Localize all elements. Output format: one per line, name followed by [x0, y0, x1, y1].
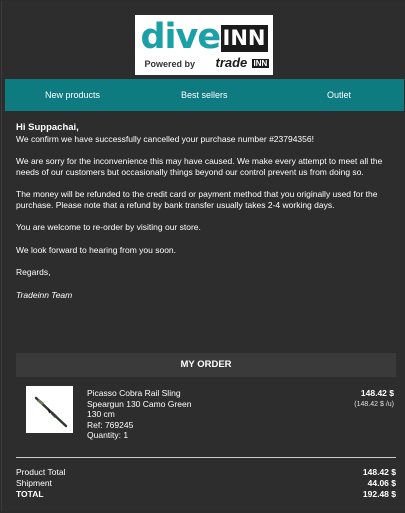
message-body — [16, 122, 394, 312]
product-name-line2[interactable]: Speargun 130 Camo Green — [87, 398, 192, 409]
shipment-value: 44.06 $ — [367, 478, 396, 488]
logo-trade-inn: INN — [253, 59, 268, 68]
cancel-confirmation: We confirm we have successfully cancelled your purchase number #23794356! — [16, 133, 314, 144]
nav-best-sellers[interactable]: Best sellers — [181, 90, 228, 100]
closing-paragraph: We look forward to hearing from you soon. — [16, 244, 177, 255]
signature: Tradeinn Team — [16, 289, 73, 300]
shipment-label: Shipment — [16, 478, 52, 488]
nav-bar — [5, 79, 404, 111]
grand-total-value: 192.48 $ — [362, 489, 396, 499]
email-frame — [1, 1, 405, 511]
grand-total-row — [16, 489, 396, 500]
logo-dive-text: dive — [140, 17, 221, 57]
greeting: Hi Suppachai, — [16, 122, 79, 133]
logo-trade-text: trade — [215, 55, 248, 70]
reorder-paragraph: You are welcome to re-order by visiting our store. — [16, 222, 201, 232]
product-image[interactable] — [26, 386, 73, 433]
speargun-icon — [26, 386, 73, 433]
logo-inn-text: INN — [221, 25, 268, 52]
product-total-row — [16, 467, 396, 478]
totals-divider — [16, 457, 396, 458]
diveinn-logo[interactable] — [135, 15, 273, 75]
grand-total-label: TOTAL — [16, 489, 44, 499]
product-price: 148.42 $ — [360, 388, 394, 398]
product-ref: Ref: 769245 — [87, 419, 134, 430]
refund-paragraph: The money will be refunded to the credit card or payment method that you originally used for the purchase. Please note that a refund by bank transfer usually takes 2-4 working days. — [16, 189, 378, 210]
product-unit-price: (148.42 $ /u) — [354, 400, 394, 408]
apology-paragraph: We are sorry for the inconvenience this may have caused. We make every attempt to meet all the needs of our customers but occasionally things beyond our control prevent us from doing so. — [16, 156, 383, 177]
product-name-line1[interactable]: Picasso Cobra Rail Sling — [87, 388, 181, 398]
logo-powered-by: Powered by — [144, 59, 196, 69]
order-header: MY ORDER — [16, 353, 396, 377]
nav-new-products[interactable]: New products — [45, 90, 101, 100]
product-price-column — [354, 388, 394, 411]
order-totals — [16, 467, 396, 500]
product-size: 130 cm — [87, 409, 115, 419]
nav-outlet[interactable]: Outlet — [327, 90, 352, 100]
regards: Regards, — [16, 267, 51, 277]
product-total-label: Product Total — [16, 467, 66, 477]
product-quantity: Quantity: 1 — [87, 430, 129, 440]
shipment-row — [16, 478, 396, 489]
product-info — [87, 388, 237, 441]
product-total-value: 148.42 $ — [362, 467, 396, 477]
logo-area — [2, 1, 405, 77]
